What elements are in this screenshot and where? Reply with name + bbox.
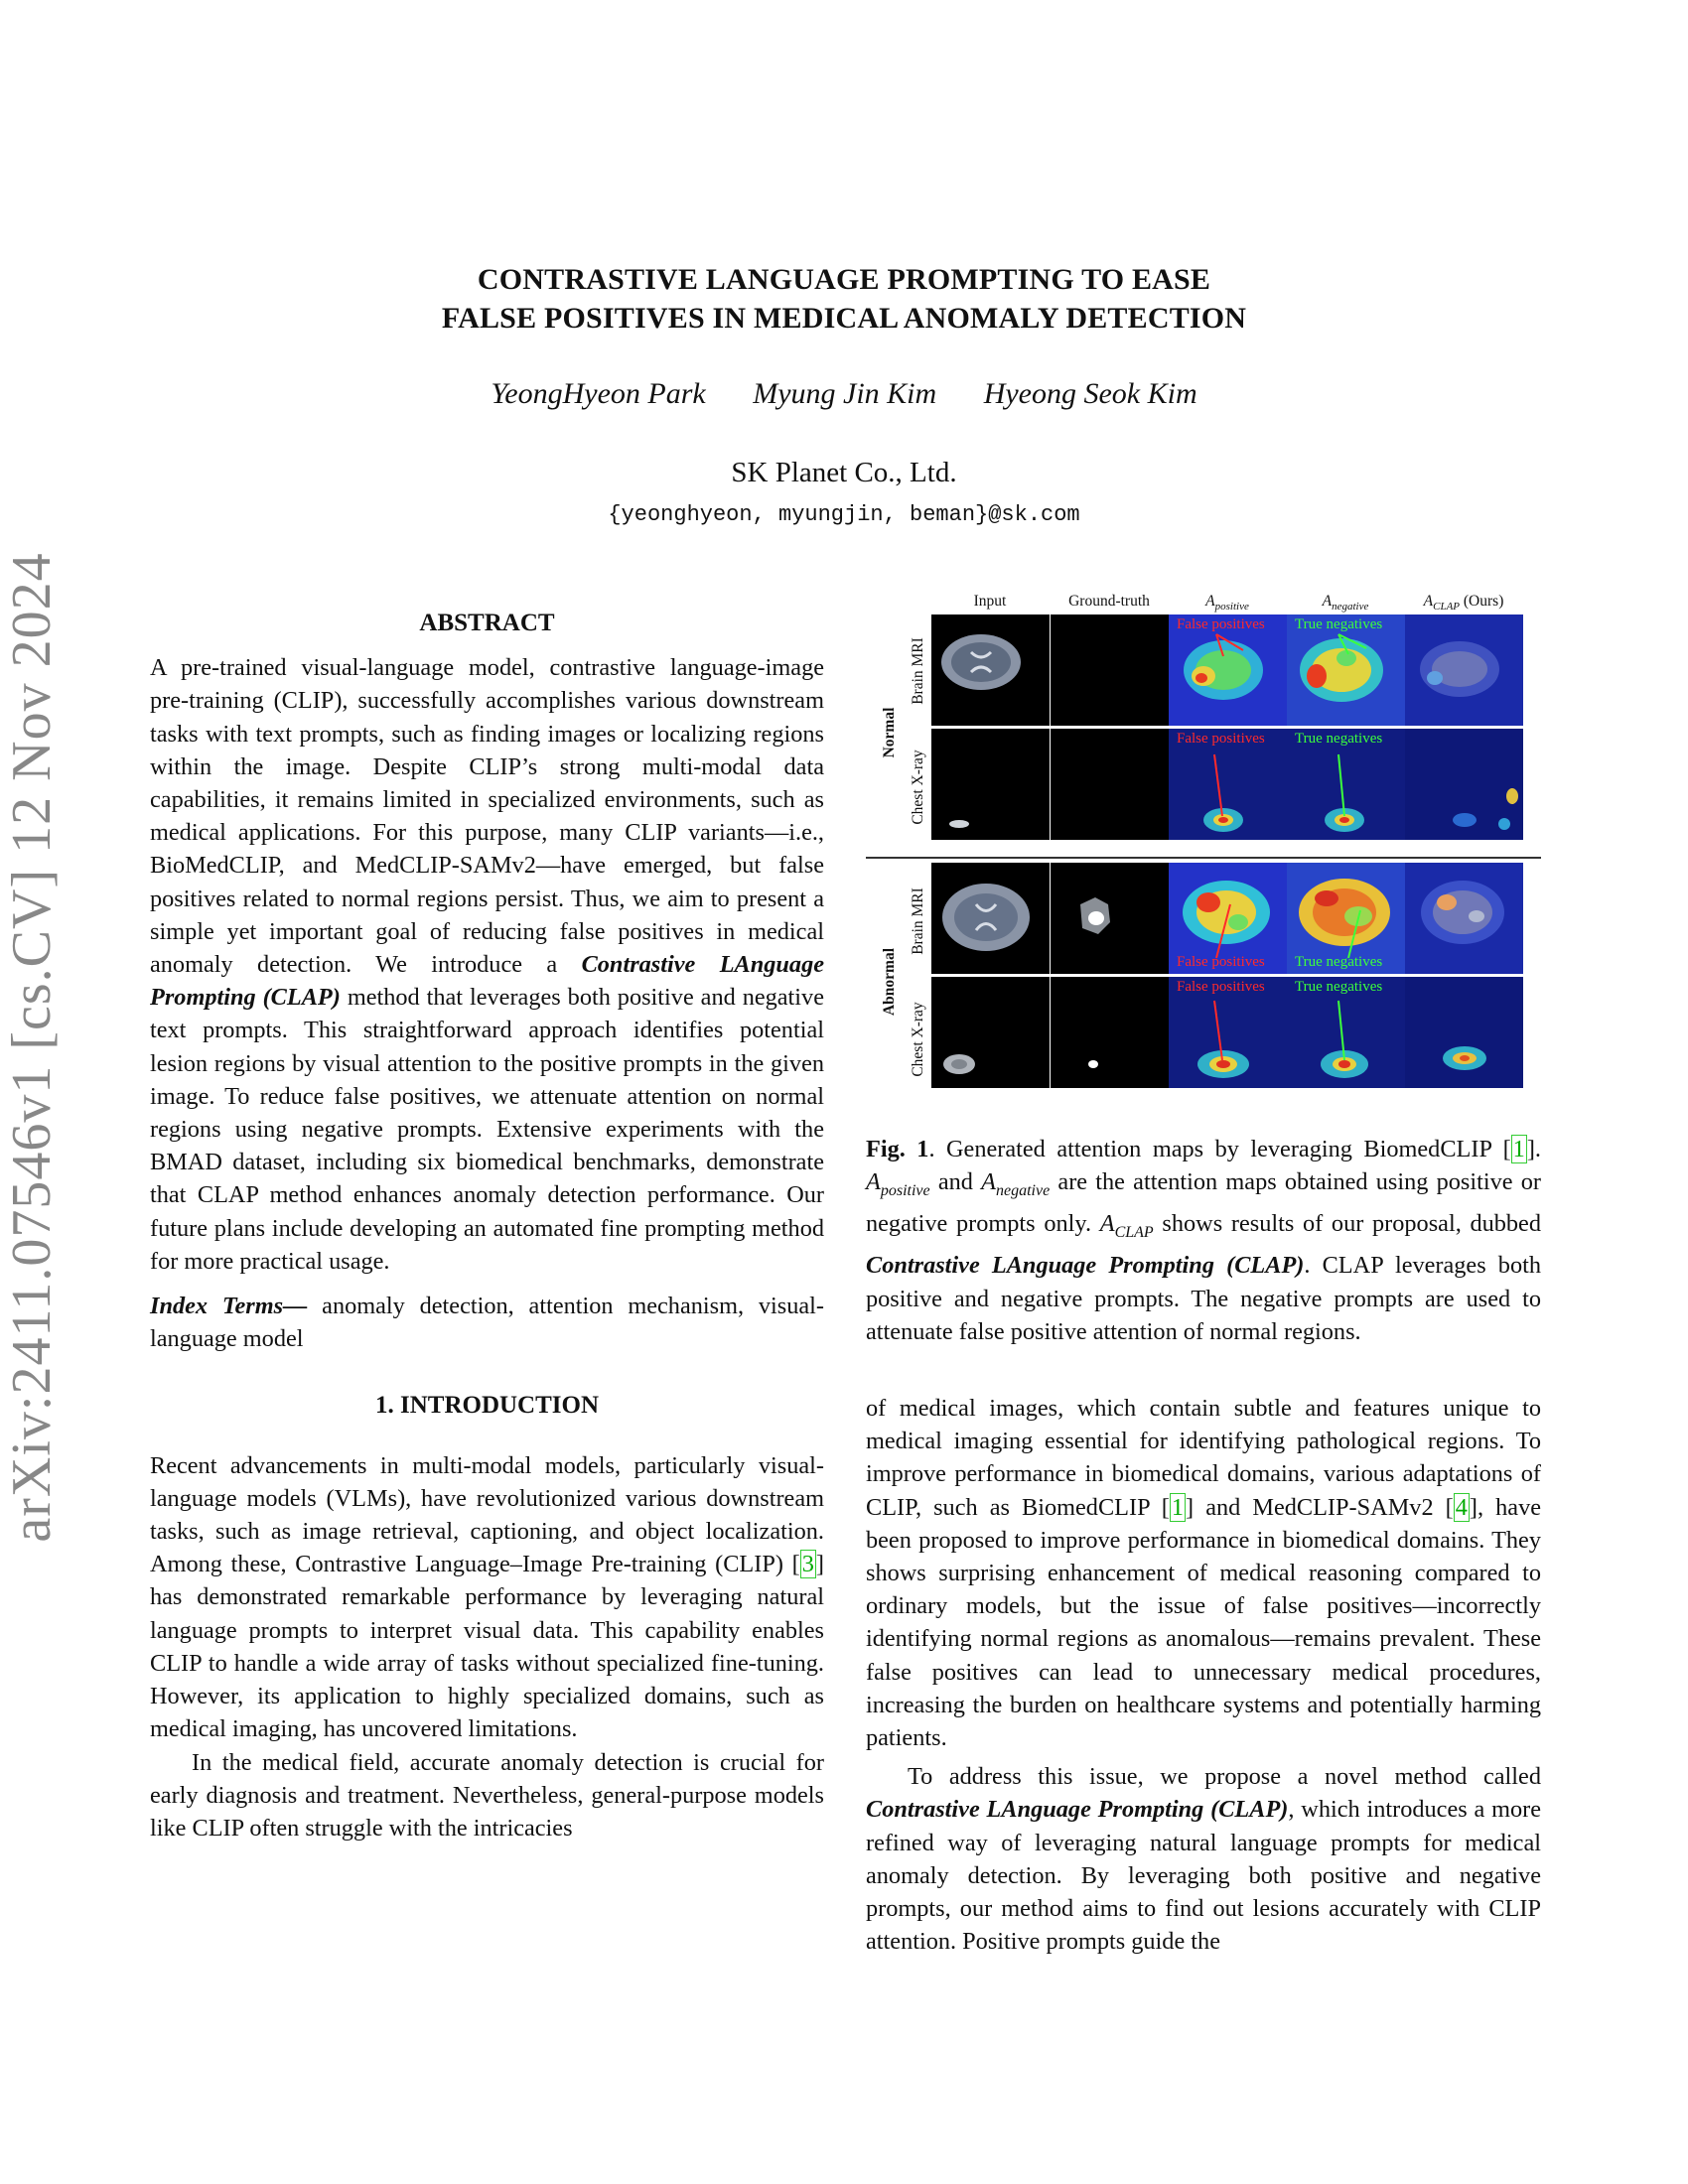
row-label-chest-xray-normal: Chest X-ray: [910, 750, 926, 825]
arxiv-stamp: arXiv:2411.07546v1 [cs.CV] 12 Nov 2024: [1, 552, 63, 1543]
annotation-false-positives: False positives: [1177, 616, 1265, 632]
intro-paragraph-3: of medical images, which contain subtle and features unique to medical imaging essential for identifying pathological regions. To improve performance in biomedical domains, various adaptations of CLIP, such as BiomedCLIP [1] and MedCLIP-SAMv2 [4], have been proposed to improve performance in biomedical domains. They shows surprising enhancement of medical reasoning compared to ordinary models, but the issue of false positives—incorrectly identifying normal regions as anomalous—remains prevalent. These false positives can lead to unnecessary medical procedures, increasing the burden on healthcare systems and potentially harming patients.: [866, 1395, 1542, 1752]
normal-chest-a-clap: [1405, 729, 1523, 840]
abnormal-chest-a-positive: [1169, 977, 1287, 1088]
annotation-false-positives: False positives: [1177, 979, 1265, 995]
group-label-abnormal: Abnormal: [881, 947, 898, 1017]
annotation-false-positives: False positives: [1177, 954, 1265, 970]
annotation-true-negatives: True negatives: [1295, 979, 1383, 995]
right-column: [866, 1392, 1541, 1958]
paper-title: [0, 260, 1688, 338]
caption-label: Fig. 1: [866, 1136, 929, 1162]
normal-chest-a-positive: [1169, 729, 1287, 840]
title-line-2: FALSE POSITIVES IN MEDICAL ANOMALY DETECTION: [441, 302, 1247, 335]
normal-brain-input: [931, 614, 1050, 726]
col-label-a-clap: $A_{CLAP}$ (Ours): [1423, 593, 1504, 614]
author-emails: {yeonghyeon, myungjin, beman}@sk.com: [608, 502, 1080, 527]
normal-brain-a-negative: [1287, 614, 1405, 726]
caption-method-name: Contrastive LAnguage Prompting (CLAP): [866, 1252, 1305, 1280]
abnormal-brain-a-clap: [1405, 863, 1523, 974]
intro-paragraph-2: In the medical field, accurate anomaly detection is crucial for early diagnosis and treatment. Nevertheless, general-purpose models like CLIP often struggle with the intricacies: [150, 1748, 824, 1842]
abnormal-chest-a-negative: [1287, 977, 1405, 1088]
index-terms-label: Index Terms—: [150, 1293, 308, 1320]
row-label-brain-mri-abnormal: Brain MRI: [910, 887, 926, 955]
col-label-input: Input: [973, 593, 1007, 610]
annotation-true-negatives: True negatives: [1295, 731, 1383, 747]
figure-1-caption: Fig. 1. Generated attention maps by leveraging BiomedCLIP [1]. $A_{positive}$ and $A_{negative}$ are the attention maps obtained using positive or negative prompts only. $A_{CLAP}$ shows results of our proposal, dubbed Contrastive LAnguage Prompting (CLAP). CLAP leverages both positive and negative prompts. The negative prompts are used to attenuate false positive attention of normal regions.: [866, 1136, 1542, 1345]
abnormal-chest-ground-truth: [1051, 977, 1169, 1088]
intro-paragraph-4: To address this issue, we propose a novel method called Contrastive LAnguage Prompting (CLAP), which introduces a more refined way of leveraging natural language prompts for medical anomaly detection. By leveraging both positive and negative prompts, our method aims to find out lesions accurately with CLIP attention. Positive prompts guide the: [866, 1763, 1541, 1956]
abstract-method-name: Contrastive LAnguage Prompting (CLAP): [150, 951, 825, 1012]
abnormal-brain-ground-truth: [1051, 863, 1169, 974]
citation-link[interactable]: 1: [1171, 1493, 1185, 1521]
row-label-chest-xray-abnormal: Chest X-ray: [910, 1002, 926, 1077]
affiliation: SK Planet Co., Ltd.: [731, 457, 957, 488]
normal-brain-a-positive: [1169, 614, 1287, 726]
group-label-normal: Normal: [881, 707, 898, 758]
abnormal-brain-a-positive: [1169, 863, 1287, 974]
title-line-1: CONTRASTIVE LANGUAGE PROMPTING TO EASE: [477, 263, 1211, 296]
normal-chest-input: [931, 729, 1050, 840]
normal-chest-ground-truth: [1051, 729, 1169, 840]
citation-link[interactable]: 3: [801, 1551, 814, 1578]
col-label-a-positive: $A_{positive}$: [1205, 593, 1249, 614]
abnormal-chest-input: [931, 977, 1050, 1088]
author-3: Hyeong Seok Kim: [983, 377, 1197, 410]
intro-paragraph-1: Recent advancements in multi-modal models, particularly visual-language models (VLMs), have revolutionized various downstream tasks, such as image retrieval, captioning, and object localization. Among these, Contrastive Language–Image Pre-training (CLIP) [3] has demonstrated remarkable performance by leveraging natural language prompts to interpret visual data. This capability enables CLIP to handle a wide array of tasks without specialized fine-tuning. However, its application to highly specialized domains, such as medical imaging, has uncovered limitations.: [150, 1451, 824, 1743]
left-column: [150, 607, 824, 1844]
row-label-brain-mri-normal: Brain MRI: [910, 637, 926, 705]
citation-link[interactable]: 4: [1455, 1493, 1468, 1521]
abnormal-brain-a-negative: [1287, 863, 1405, 974]
intro-method-name: Contrastive LAnguage Prompting (CLAP): [866, 1796, 1289, 1824]
abstract-heading: ABSTRACT: [419, 610, 555, 636]
author-2: Myung Jin Kim: [753, 377, 937, 410]
normal-chest-a-negative: [1287, 729, 1405, 840]
annotation-false-positives: False positives: [1177, 731, 1265, 747]
normal-brain-ground-truth: [1051, 614, 1169, 726]
annotation-true-negatives: True negatives: [1295, 954, 1383, 970]
author-list: [0, 377, 1688, 411]
col-label-ground-truth: Ground-truth: [1068, 593, 1150, 610]
figure-1: [866, 593, 1541, 1109]
figure-divider: [866, 857, 1541, 859]
citation-link[interactable]: 1: [1512, 1136, 1525, 1162]
intro-heading: 1. INTRODUCTION: [374, 1392, 600, 1420]
abnormal-chest-a-clap: [1405, 977, 1523, 1088]
col-label-a-negative: $A_{negative}$: [1322, 593, 1369, 614]
author-1: YeongHyeon Park: [491, 377, 706, 410]
abstract-body: A pre-trained visual-language model, contrastive language-image pre-training (CLIP), successfully accomplishes various downstream tasks with text prompts, such as finding images or localizing regions within the image. Despite CLIP’s strong multi-modal data capabilities, it remains limited in specialized environments, such as medical applications. For this purpose, many CLIP variants—i.e., BioMedCLIP, and MedCLIP-SAMv2—have emerged, but false positives related to normal regions persist. Thus, we aim to present a simple yet important goal of reducing false positives in medical anomaly detection. We introduce a Contrastive LAnguage Prompting (CLAP) method that leverages both positive and negative text prompts. This straightforward approach identifies potential lesion regions by visual attention to the positive prompts in the given image. To reduce false positives, we attenuate attention on normal regions using negative prompts. Extensive experiments with the BMAD dataset, including six biomedical benchmarks, demonstrate that CLAP method enhances anomaly detection performance. Our future plans include developing an automated fine prompting method for more practical usage.: [150, 654, 825, 1275]
index-terms: Index Terms— anomaly detection, attention mechanism, visual-language model: [150, 1293, 824, 1353]
abnormal-brain-input: [931, 863, 1050, 974]
annotation-true-negatives: True negatives: [1295, 616, 1383, 632]
normal-brain-a-clap: [1405, 614, 1523, 726]
